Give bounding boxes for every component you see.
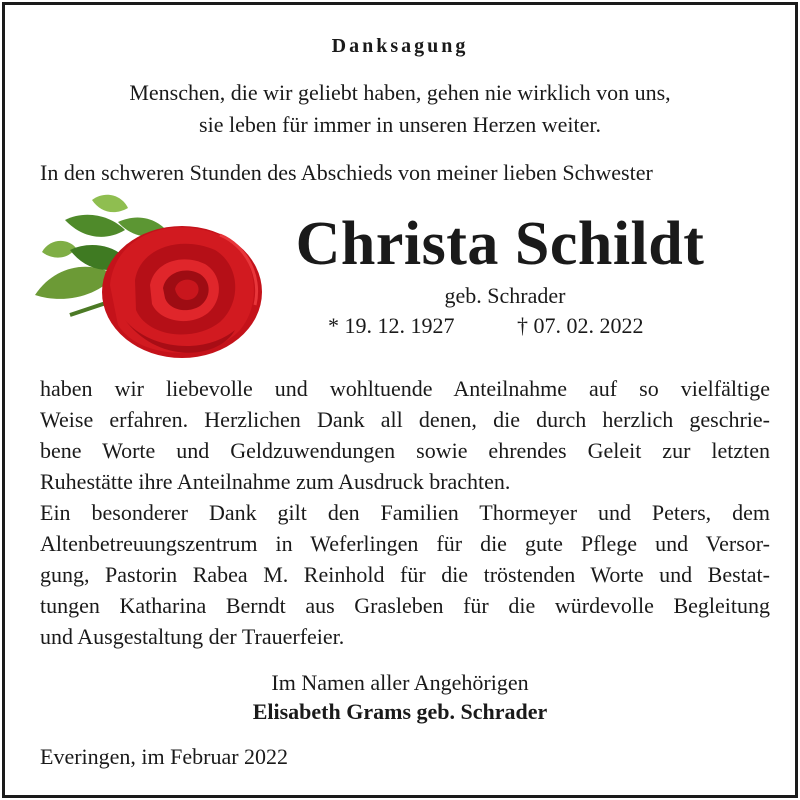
body-line: tungen Katharina Berndt aus Grasleben für die würdevolle Begleitung	[40, 593, 770, 618]
obituary-notice	[2, 2, 798, 798]
quote-line: sie leben für immer in unseren Herzen weiter.	[199, 112, 601, 137]
body-line: haben wir liebevolle und wohltuende Anteilnahme auf so vielfältige	[40, 376, 770, 401]
intro-text: In den schweren Stunden des Abschieds von meiner lieben Schwester	[40, 160, 653, 185]
body-line: Weise erfahren. Herzlichen Dank all denen, die durch herzlich geschrie-	[40, 407, 770, 432]
thanks-body	[40, 373, 770, 652]
quote-line: Menschen, die wir geliebt haben, gehen nie wirklich von uns,	[129, 80, 671, 105]
body-line: bene Worte und Geldzuwendungen sowie ehrendes Geleit zur letzten	[40, 438, 770, 463]
red-rose-icon	[30, 190, 265, 365]
notice-heading: Danksagung	[331, 35, 469, 57]
body-line: Ein besonderer Dank gilt den Familien Thormeyer und Peters, dem	[40, 500, 770, 525]
death-date: † 07. 02. 2022	[517, 313, 644, 338]
place-date: Everingen, im Februar 2022	[40, 744, 289, 769]
birth-date: * 19. 12. 1927	[328, 313, 455, 338]
body-line: Altenbetreuungszentrum in Weferlingen für die gute Pflege und Versor-	[40, 531, 770, 556]
body-line: Ruhestätte ihre Anteilnahme zum Ausdruck brachten.	[40, 469, 511, 494]
memorial-quote	[5, 77, 795, 141]
deceased-name: Christa Schildt	[295, 210, 705, 278]
body-line: gung, Pastorin Rabea M. Reinhold für die tröstenden Worte und Bestat-	[40, 562, 770, 587]
body-line: und Ausgestaltung der Trauerfeier.	[40, 624, 345, 649]
on-behalf-text: Im Namen aller Angehörigen	[271, 670, 529, 695]
signer-name: Elisabeth Grams geb. Schrader	[252, 699, 548, 724]
deceased-birth-name: geb. Schrader	[444, 283, 566, 308]
